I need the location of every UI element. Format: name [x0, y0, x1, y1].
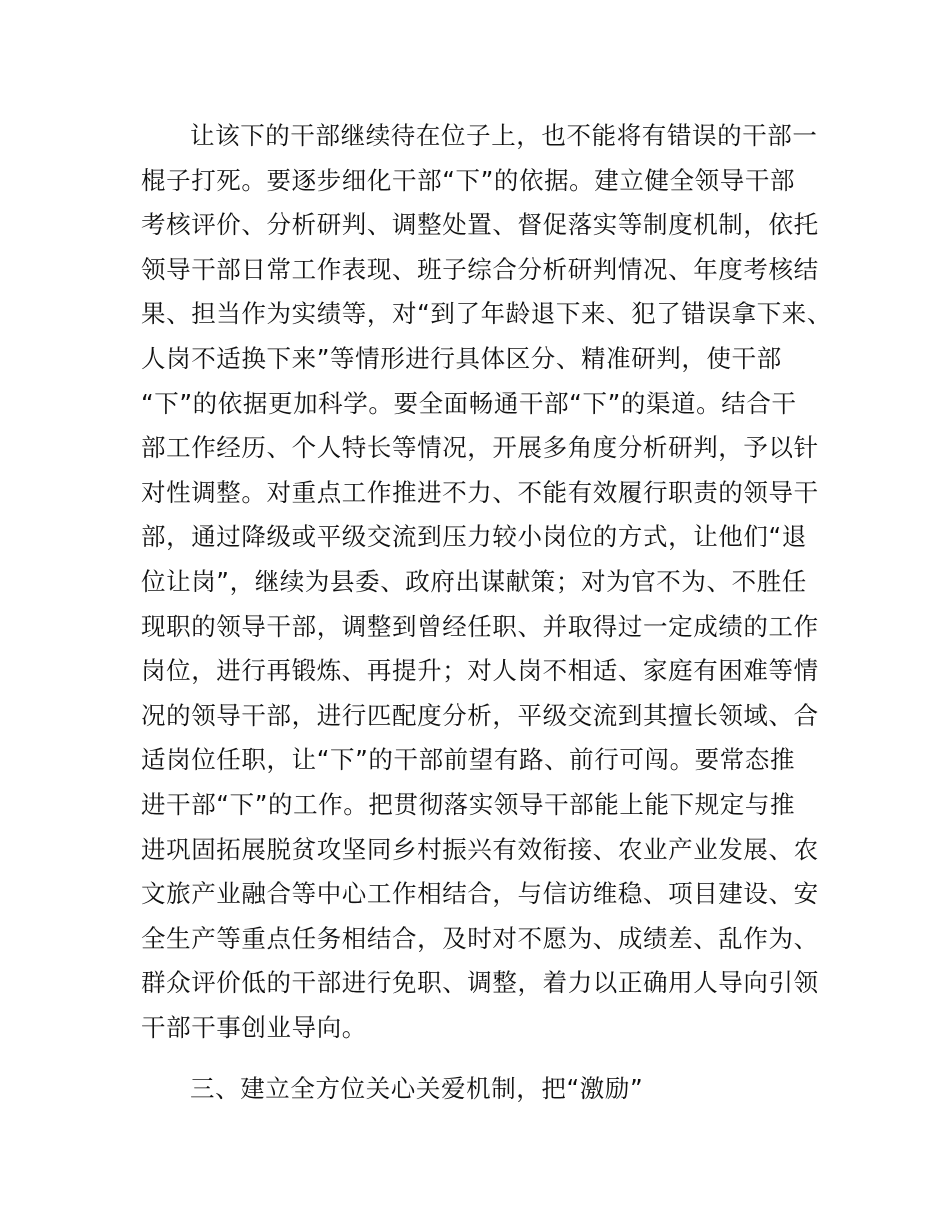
paragraph-line: 领导干部日常工作表现、班子综合分析研判情况、年度考核结: [141, 254, 819, 284]
paragraph-line: 考核评价、分析研判、调整处置、督促落实等制度机制，依托: [141, 210, 819, 240]
paragraph-line: 部，通过降级或平级交流到压力较小岗位的方式，让他们“退: [141, 522, 807, 552]
paragraph-line: 群众评价低的干部进行免职、调整，着力以正确用人导向引领: [141, 968, 819, 998]
paragraph-line: 进干部“下”的工作。把贯彻落实领导干部能上能下规定与推: [141, 789, 796, 819]
section-heading: 三、建立全方位关心关爱机制，把“激励”: [190, 1074, 644, 1104]
paragraph-line: 让该下的干部继续待在位子上，也不能将有错误的干部一: [190, 121, 818, 150]
paragraph-line: 对性调整。对重点工作推进不力、不能有效履行职责的领导干: [141, 477, 819, 507]
paragraph-line: 人岗不适换下来”等情形进行具体区分、精准研判，使干部: [141, 343, 782, 373]
paragraph-line: 现职的领导干部，调整到曾经任职、并取得过一定成绩的工作: [141, 611, 819, 641]
paragraph-line: 全生产等重点任务相结合，及时对不愿为、成绩差、乱作为、: [141, 923, 819, 953]
body-text: [141, 114, 832, 1112]
paragraph-line: 岗位，进行再锻炼、再提升；对人岗不相适、家庭有困难等情: [141, 656, 819, 686]
paragraph-line: 位让岗”，继续为县委、政府出谋献策；对为官不为、不胜任: [141, 566, 807, 596]
paragraph-line: “下”的依据更加科学。要全面畅通干部“下”的渠道。结合干: [141, 388, 797, 418]
paragraph-line: 部工作经历、个人特长等情况，开展多角度分析研判，予以针: [141, 433, 819, 463]
paragraph-line: 干部干事创业导向。: [141, 1012, 367, 1042]
paragraph-line: 文旅产业融合等中心工作相结合，与信访维稳、项目建设、安: [141, 879, 819, 909]
paragraph-line: 进巩固拓展脱贫攻坚同乡村振兴有效衔接、农业产业发展、农: [141, 834, 819, 864]
paragraph-line: 棍子打死。要逐步细化干部“下”的依据。建立健全领导干部: [141, 165, 796, 195]
paragraph-line: 况的领导干部，进行匹配度分析，平级交流到其擅长领域、合: [141, 700, 819, 730]
paragraph-line: 果、担当作为实绩等，对“到了年龄退下来、犯了错误拿下来、: [141, 299, 832, 329]
paragraph-line: 适岗位任职，让“下”的干部前望有路、前行可闯。要常态推: [141, 745, 796, 775]
